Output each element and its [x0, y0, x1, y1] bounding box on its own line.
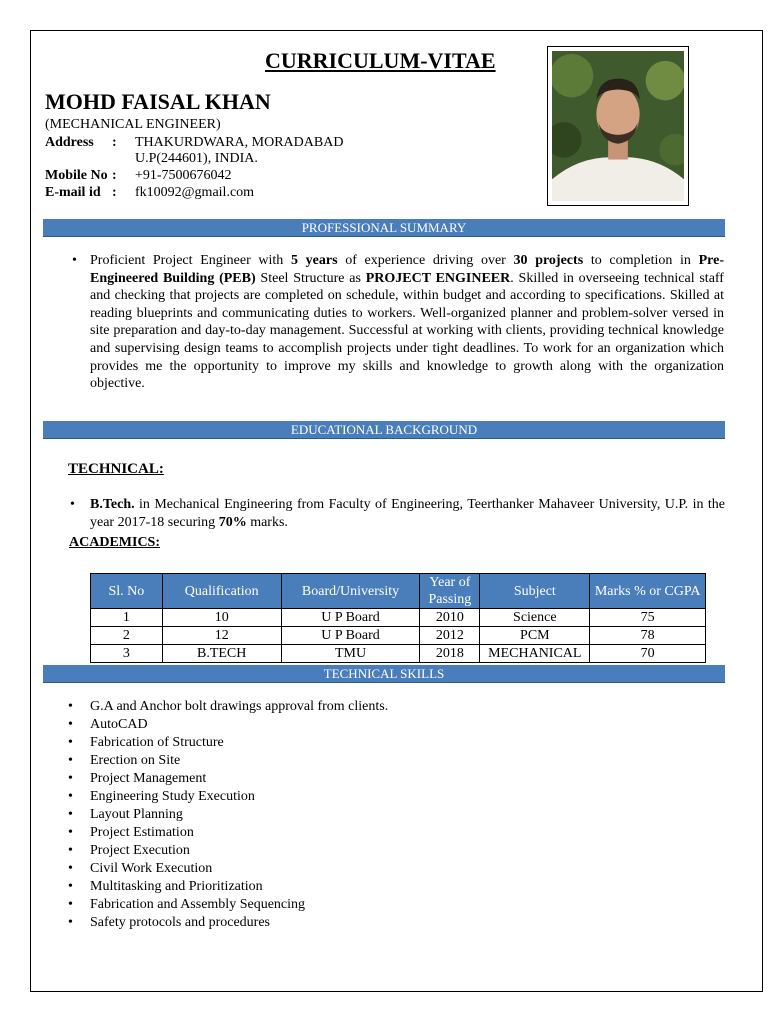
academics-table [90, 573, 706, 663]
table-row [91, 627, 706, 645]
table-cell: U P Board [281, 627, 420, 645]
candidate-role: (MECHANICAL ENGINEER) [45, 117, 221, 132]
list-item: • Engineering Study Execution [68, 789, 255, 804]
list-item: • Layout Planning [68, 807, 183, 822]
address-line-1: THAKURDWARA, MORADABAD [135, 135, 344, 150]
email-label: E-mail id [45, 185, 101, 200]
list-item: • Erection on Site [68, 753, 181, 768]
summary-bullet: • [72, 253, 77, 268]
table-cell: 1 [91, 609, 163, 627]
list-item: • Civil Work Execution [68, 861, 213, 876]
address-label: Address [45, 135, 94, 150]
table-header-row [91, 574, 706, 609]
profile-photo [547, 46, 689, 206]
list-item: • G.A and Anchor bolt drawings approval from clients. [68, 699, 389, 714]
address-row-2 [45, 151, 445, 169]
table-cell: 10 [162, 609, 281, 627]
col-qualification: Qualification [162, 574, 281, 609]
table-row [91, 609, 706, 627]
candidate-name: MOHD FAISAL KHAN [45, 89, 271, 114]
btech-entry: • B.Tech. in Mechanical Engineering from Faculty of Engineering, Teerthanker Mahaveer University, U.P. in the year 2017-18 securing 70% marks. [70, 497, 725, 530]
list-item: • Project Management [68, 771, 207, 786]
list-item: • Multitasking and Prioritization [68, 879, 263, 894]
address-line-2: U.P(244601), INDIA. [135, 151, 258, 166]
col-sl-no: Sl. No [91, 574, 163, 609]
list-item: • Project Execution [68, 843, 190, 858]
table-cell: 75 [590, 609, 706, 627]
skills-list [68, 698, 388, 932]
edu-bullet: • [70, 497, 75, 512]
table-cell: Science [480, 609, 590, 627]
col-board: Board/University [281, 574, 420, 609]
table-cell: MECHANICAL [480, 645, 590, 663]
mobile-value: +91-7500676042 [135, 168, 232, 183]
email-value: fk10092@gmail.com [135, 185, 255, 200]
address-colon: : [112, 135, 117, 150]
mobile-label: Mobile No [45, 168, 108, 183]
table-cell: 2010 [420, 609, 480, 627]
email-colon: : [112, 185, 117, 200]
list-item: • Safety protocols and procedures [68, 915, 270, 930]
portrait-image [552, 51, 684, 201]
section-professional-summary: PROFESSIONAL SUMMARY [43, 219, 725, 237]
table-cell: 12 [162, 627, 281, 645]
table-row [91, 645, 706, 663]
col-marks: Marks % or CGPA [590, 574, 706, 609]
table-cell: U P Board [281, 609, 420, 627]
list-item: • Fabrication and Assembly Sequencing [68, 897, 306, 912]
list-item: • Project Estimation [68, 825, 194, 840]
col-year: Year of Passing [420, 574, 480, 609]
technical-heading: TECHNICAL: [68, 461, 164, 477]
mobile-row [45, 168, 445, 186]
document-title: CURRICULUM-VITAE [265, 48, 496, 73]
academics-heading: ACADEMICS: [69, 535, 160, 550]
list-item: • AutoCAD [68, 717, 148, 732]
col-subject: Subject [480, 574, 590, 609]
summary-paragraph: • Proficient Project Engineer with 5 years of experience driving over 30 projects to completion in Pre-Engineered Building (PEB) Steel Structure as PROJECT ENGINEER. Skilled in overseeing technical staff and checking that projects are completed on schedule, within budget and according to specifications. Skilled at reading blueprints and communicating duties to workers. Well-organized planner and problem-solver versed in site preparation and day-to-day management. Successful at working with clients, providing technical knowledge and supervising design teams to accomplish projects under tight deadlines. To work for an organization which provides me the opportunity to improve my skills and knowledge to growth along with the organization objective. [72, 253, 724, 392]
table-cell: B.TECH [162, 645, 281, 663]
section-educational-background: EDUCATIONAL BACKGROUND [43, 421, 725, 439]
table-cell: PCM [480, 627, 590, 645]
table-cell: 78 [590, 627, 706, 645]
table-cell: 3 [91, 645, 163, 663]
mobile-colon: : [112, 168, 117, 183]
table-cell: 2018 [420, 645, 480, 663]
table-cell: 2012 [420, 627, 480, 645]
table-cell: 70 [590, 645, 706, 663]
list-item: • Fabrication of Structure [68, 735, 224, 750]
email-row [45, 185, 445, 203]
table-cell: 2 [91, 627, 163, 645]
table-cell: TMU [281, 645, 420, 663]
section-technical-skills: TECHNICAL SKILLS [43, 665, 725, 683]
